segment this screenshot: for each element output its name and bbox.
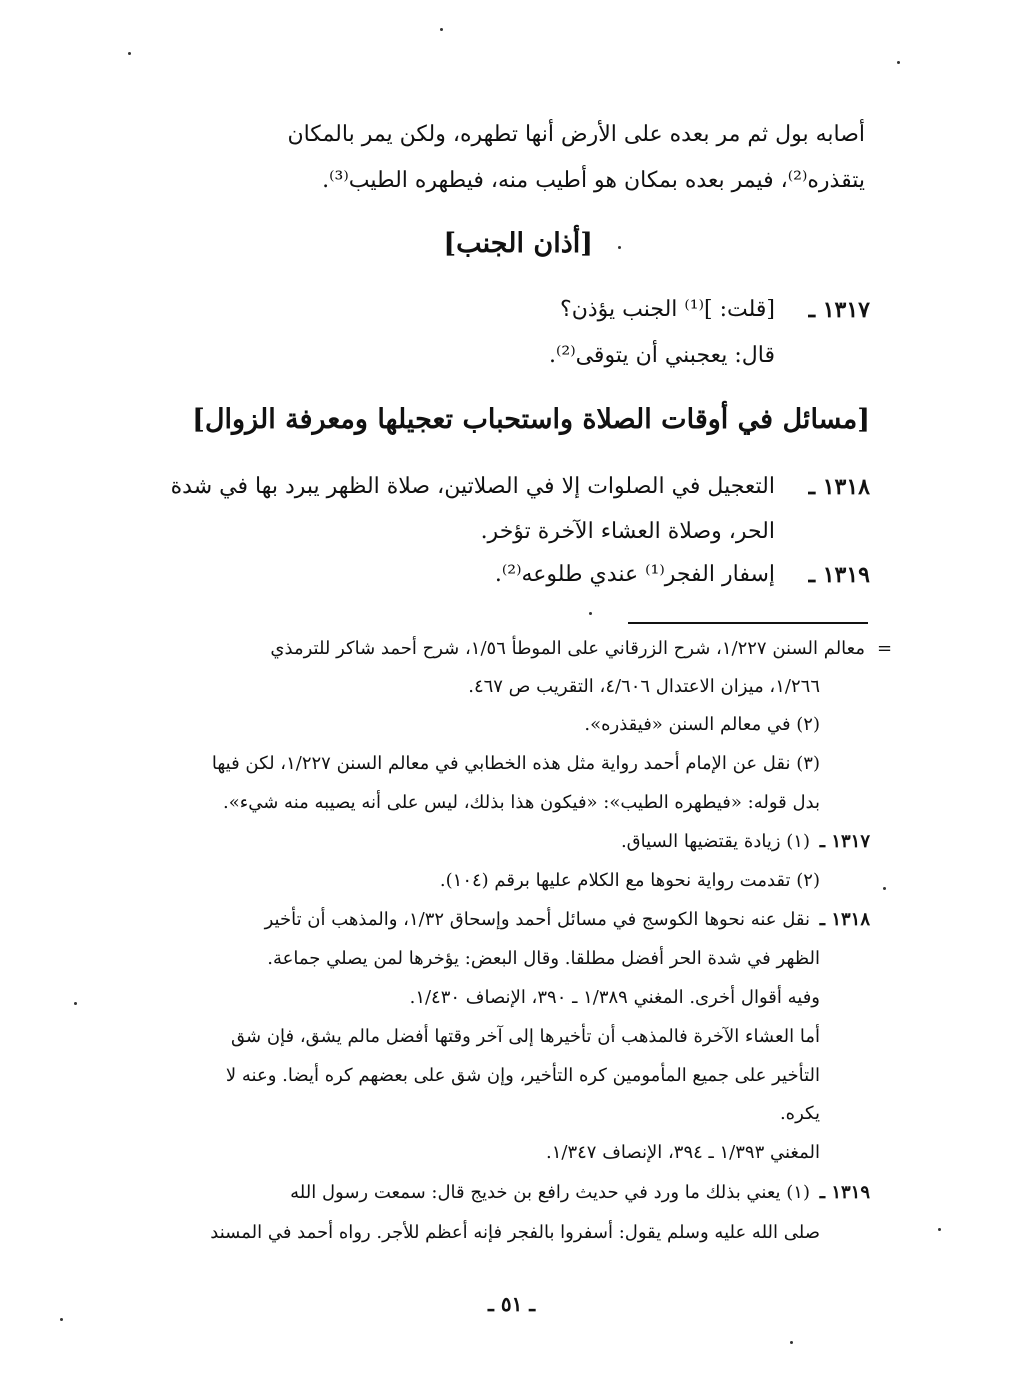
footnote-1318-line-6: يكره. bbox=[779, 1103, 820, 1124]
footnote-1319-label: ١٣١٩ ـ bbox=[819, 1182, 870, 1203]
scan-speck bbox=[128, 52, 131, 55]
footnote-3-line-1: (٣) نقل عن الإمام أحمد رواية مثل هذه الخطابي في معالم السنن ١/٢٢٧، لكن فيها bbox=[211, 753, 820, 774]
entry-1318-number: ١٣١٨ ـ bbox=[808, 474, 870, 500]
footnote-cont-line-1: معالم السنن ١/٢٢٧، شرح الزرقاني على الموطأ ١/٥٦، شرح أحمد شاكر للترمذي bbox=[270, 638, 865, 659]
section-heading-adhan: [أذان الجنب] bbox=[443, 228, 593, 259]
footnote-1319-line-1: (١) يعني بذلك ما ورد في حديث رافع بن خديج قال: سمعت رسول الله bbox=[290, 1182, 810, 1203]
footnote-1318-line-3: وفيه أقوال أخرى. المغني ١/٣٨٩ ـ ٣٩٠، الإنصاف ١/٤٣٠. bbox=[409, 987, 820, 1008]
scan-speck bbox=[589, 612, 592, 615]
entry-1318-line-2: الحر، وصلاة العشاء الآخرة تؤخر. bbox=[480, 519, 775, 544]
intro-line-1: أصابه بول ثم مر بعده على الأرض أنها تطهره، ولكن يمر بالمكان bbox=[287, 122, 865, 147]
footnote-1318-label: ١٣١٨ ـ bbox=[819, 909, 870, 930]
entry-1319-text: إسفار الفجر⁽¹⁾ عندي طلوعه⁽²⁾. bbox=[494, 562, 775, 587]
entry-1317-number: ١٣١٧ ـ bbox=[808, 297, 870, 323]
footnote-separator bbox=[628, 622, 868, 624]
entry-1317-answer: قال: يعجبني أن يتوقى⁽²⁾. bbox=[548, 343, 775, 368]
scan-speck bbox=[440, 28, 443, 31]
scan-speck bbox=[883, 887, 886, 890]
entry-1319-number: ١٣١٩ ـ bbox=[808, 562, 870, 588]
page-number: ـ ٥١ ـ bbox=[488, 1292, 536, 1316]
footnote-2: (٢) في معالم السنن «فيقذره». bbox=[584, 714, 820, 735]
scan-speck bbox=[60, 1318, 63, 1321]
footnote-1318-line-1: نقل عنه نحوها الكوسج في مسائل أحمد وإسحاق ١/٣٢، والمذهب أن تأخير bbox=[264, 909, 810, 930]
scan-speck bbox=[790, 1341, 793, 1344]
footnote-1318-line-5: التأخير على جميع المأمومين كره التأخير، وإن شق على بعضهم كره أيضا. وعنه لا bbox=[225, 1065, 820, 1086]
footnote-1317-2: (٢) تقدمت رواية نحوها مع الكلام عليها برقم (١٠٤). bbox=[439, 870, 820, 891]
footnote-1319-line-2: صلى الله عليه وسلم يقول: أسفروا بالفجر فإنه أعظم للأجر. رواه أحمد في المسند bbox=[210, 1222, 820, 1243]
footnote-1318-line-7: المغني ١/٣٩٣ ـ ٣٩٤، الإنصاف ١/٣٤٧. bbox=[546, 1142, 820, 1163]
scan-speck bbox=[618, 246, 621, 249]
scan-speck bbox=[897, 61, 900, 64]
footnote-continuation-mark: = bbox=[877, 638, 893, 659]
footnote-cont-line-2: ١/٢٦٦، ميزان الاعتدال ٤/٦٠٦، التقريب ص ٤٦٧. bbox=[468, 676, 820, 697]
scan-speck bbox=[938, 1228, 941, 1231]
footnote-3-line-2: بدل قوله: «فيطهره الطيب»: «فيكون هذا بذلك، ليس على أنه يصيبه منه شيء». bbox=[223, 792, 820, 813]
section-heading-prayer-times: [مسائل في أوقات الصلاة واستحباب تعجيلها ومعرفة الزوال] bbox=[192, 404, 870, 435]
footnote-1317-1: (١) زيادة يقتضيها السياق. bbox=[620, 831, 810, 852]
intro-line-2: يتقذره⁽²⁾، فيمر بعده بمكان هو أطيب منه، فيطهره الطيب⁽³⁾. bbox=[322, 168, 865, 193]
scan-speck bbox=[74, 1002, 77, 1005]
entry-1317-question: [قلت: ]⁽¹⁾ الجنب يؤذن؟ bbox=[560, 297, 775, 322]
footnote-1318-line-4: أما العشاء الآخرة فالمذهب أن تأخيرها إلى آخر وقتها أفضل مالم يشق، فإن شق bbox=[231, 1026, 820, 1047]
entry-1318-line-1: التعجيل في الصلوات إلا في الصلاتين، صلاة الظهر يبرد بها في شدة bbox=[170, 474, 775, 499]
footnote-1318-line-2: الظهر في شدة الحر أفضل مطلقا. وقال البعض: يؤخرها لمن يصلي جماعة. bbox=[267, 948, 820, 969]
footnote-1317-label: ١٣١٧ ـ bbox=[819, 831, 870, 852]
